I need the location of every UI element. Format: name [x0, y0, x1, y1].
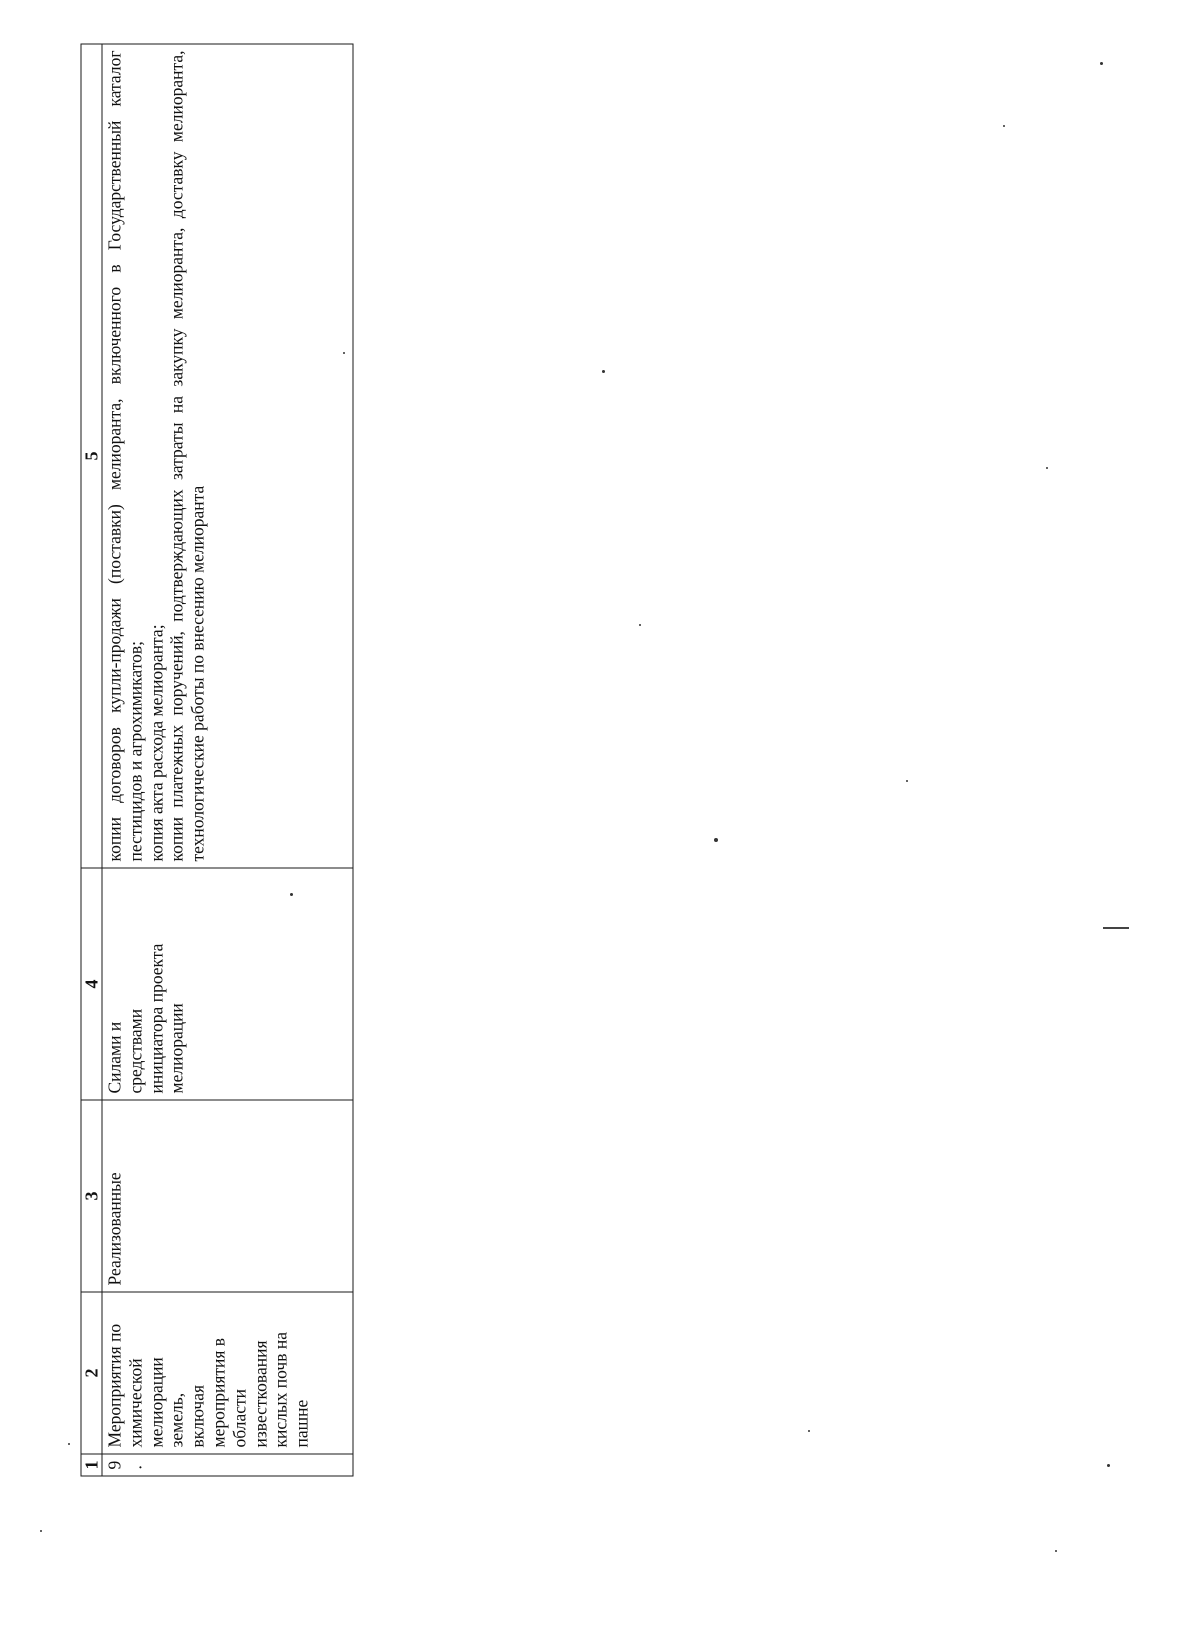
method-line: инициатора проекта — [145, 943, 166, 1093]
event-line: мелиорации земель, — [145, 1356, 187, 1447]
event-line: кислых почв на — [270, 1331, 291, 1447]
documents-cell — [102, 44, 353, 868]
event-cell — [102, 1292, 353, 1454]
document-item: копии платежных поручений, подтверждающих затраты на закупку мелиоранта, доставку мелиоранта, технологические работы по внесению мелиоранта — [166, 50, 208, 861]
header-col-5: 5 — [81, 44, 102, 868]
header-row — [81, 44, 102, 1476]
scan-speck — [290, 893, 293, 896]
event-line: пашне — [291, 1399, 312, 1447]
scan-speck — [1100, 62, 1103, 65]
document-item: копии договоров купли-продажи (поставки) мелиоранта, включенного в Государственный каталог пестицидов и агрохимикатов; — [104, 50, 145, 861]
table-row — [102, 44, 353, 1476]
scan-speck — [906, 780, 908, 782]
scan-speck — [343, 352, 345, 354]
scan-speck — [1046, 467, 1048, 469]
measures-table — [80, 43, 353, 1476]
row-number: 9. — [102, 1454, 353, 1476]
scan-speck — [1107, 1464, 1110, 1467]
method-line: мелиорации — [166, 1002, 187, 1093]
header-col-1: 1 — [81, 1454, 102, 1476]
document-item: копия акта расхода мелиоранта; — [145, 623, 166, 861]
rotated-table-wrapper — [80, 43, 352, 1476]
scan-speck — [68, 1443, 70, 1445]
scan-speck — [639, 624, 641, 626]
scan-mark — [1103, 927, 1129, 929]
event-line: Мероприятия по — [104, 1323, 124, 1447]
scan-speck — [602, 370, 605, 373]
method-line: Силами и — [104, 1021, 124, 1093]
scan-speck — [1003, 125, 1005, 127]
scan-speck — [808, 1430, 810, 1432]
scan-speck — [40, 1530, 42, 1532]
scan-speck — [714, 838, 718, 842]
event-line: включая — [187, 1384, 208, 1447]
event-line: мероприятия в — [207, 1337, 228, 1447]
event-line: известкования — [249, 1340, 270, 1447]
status-cell: Реализованные — [102, 1100, 353, 1292]
event-line: химической — [124, 1357, 145, 1447]
event-line: области — [228, 1388, 249, 1447]
scan-speck — [1055, 1550, 1057, 1552]
method-line: средствами — [124, 1008, 145, 1093]
header-col-3: 3 — [81, 1100, 102, 1292]
header-col-4: 4 — [81, 868, 102, 1100]
header-col-2: 2 — [81, 1292, 102, 1454]
method-cell — [102, 868, 353, 1100]
